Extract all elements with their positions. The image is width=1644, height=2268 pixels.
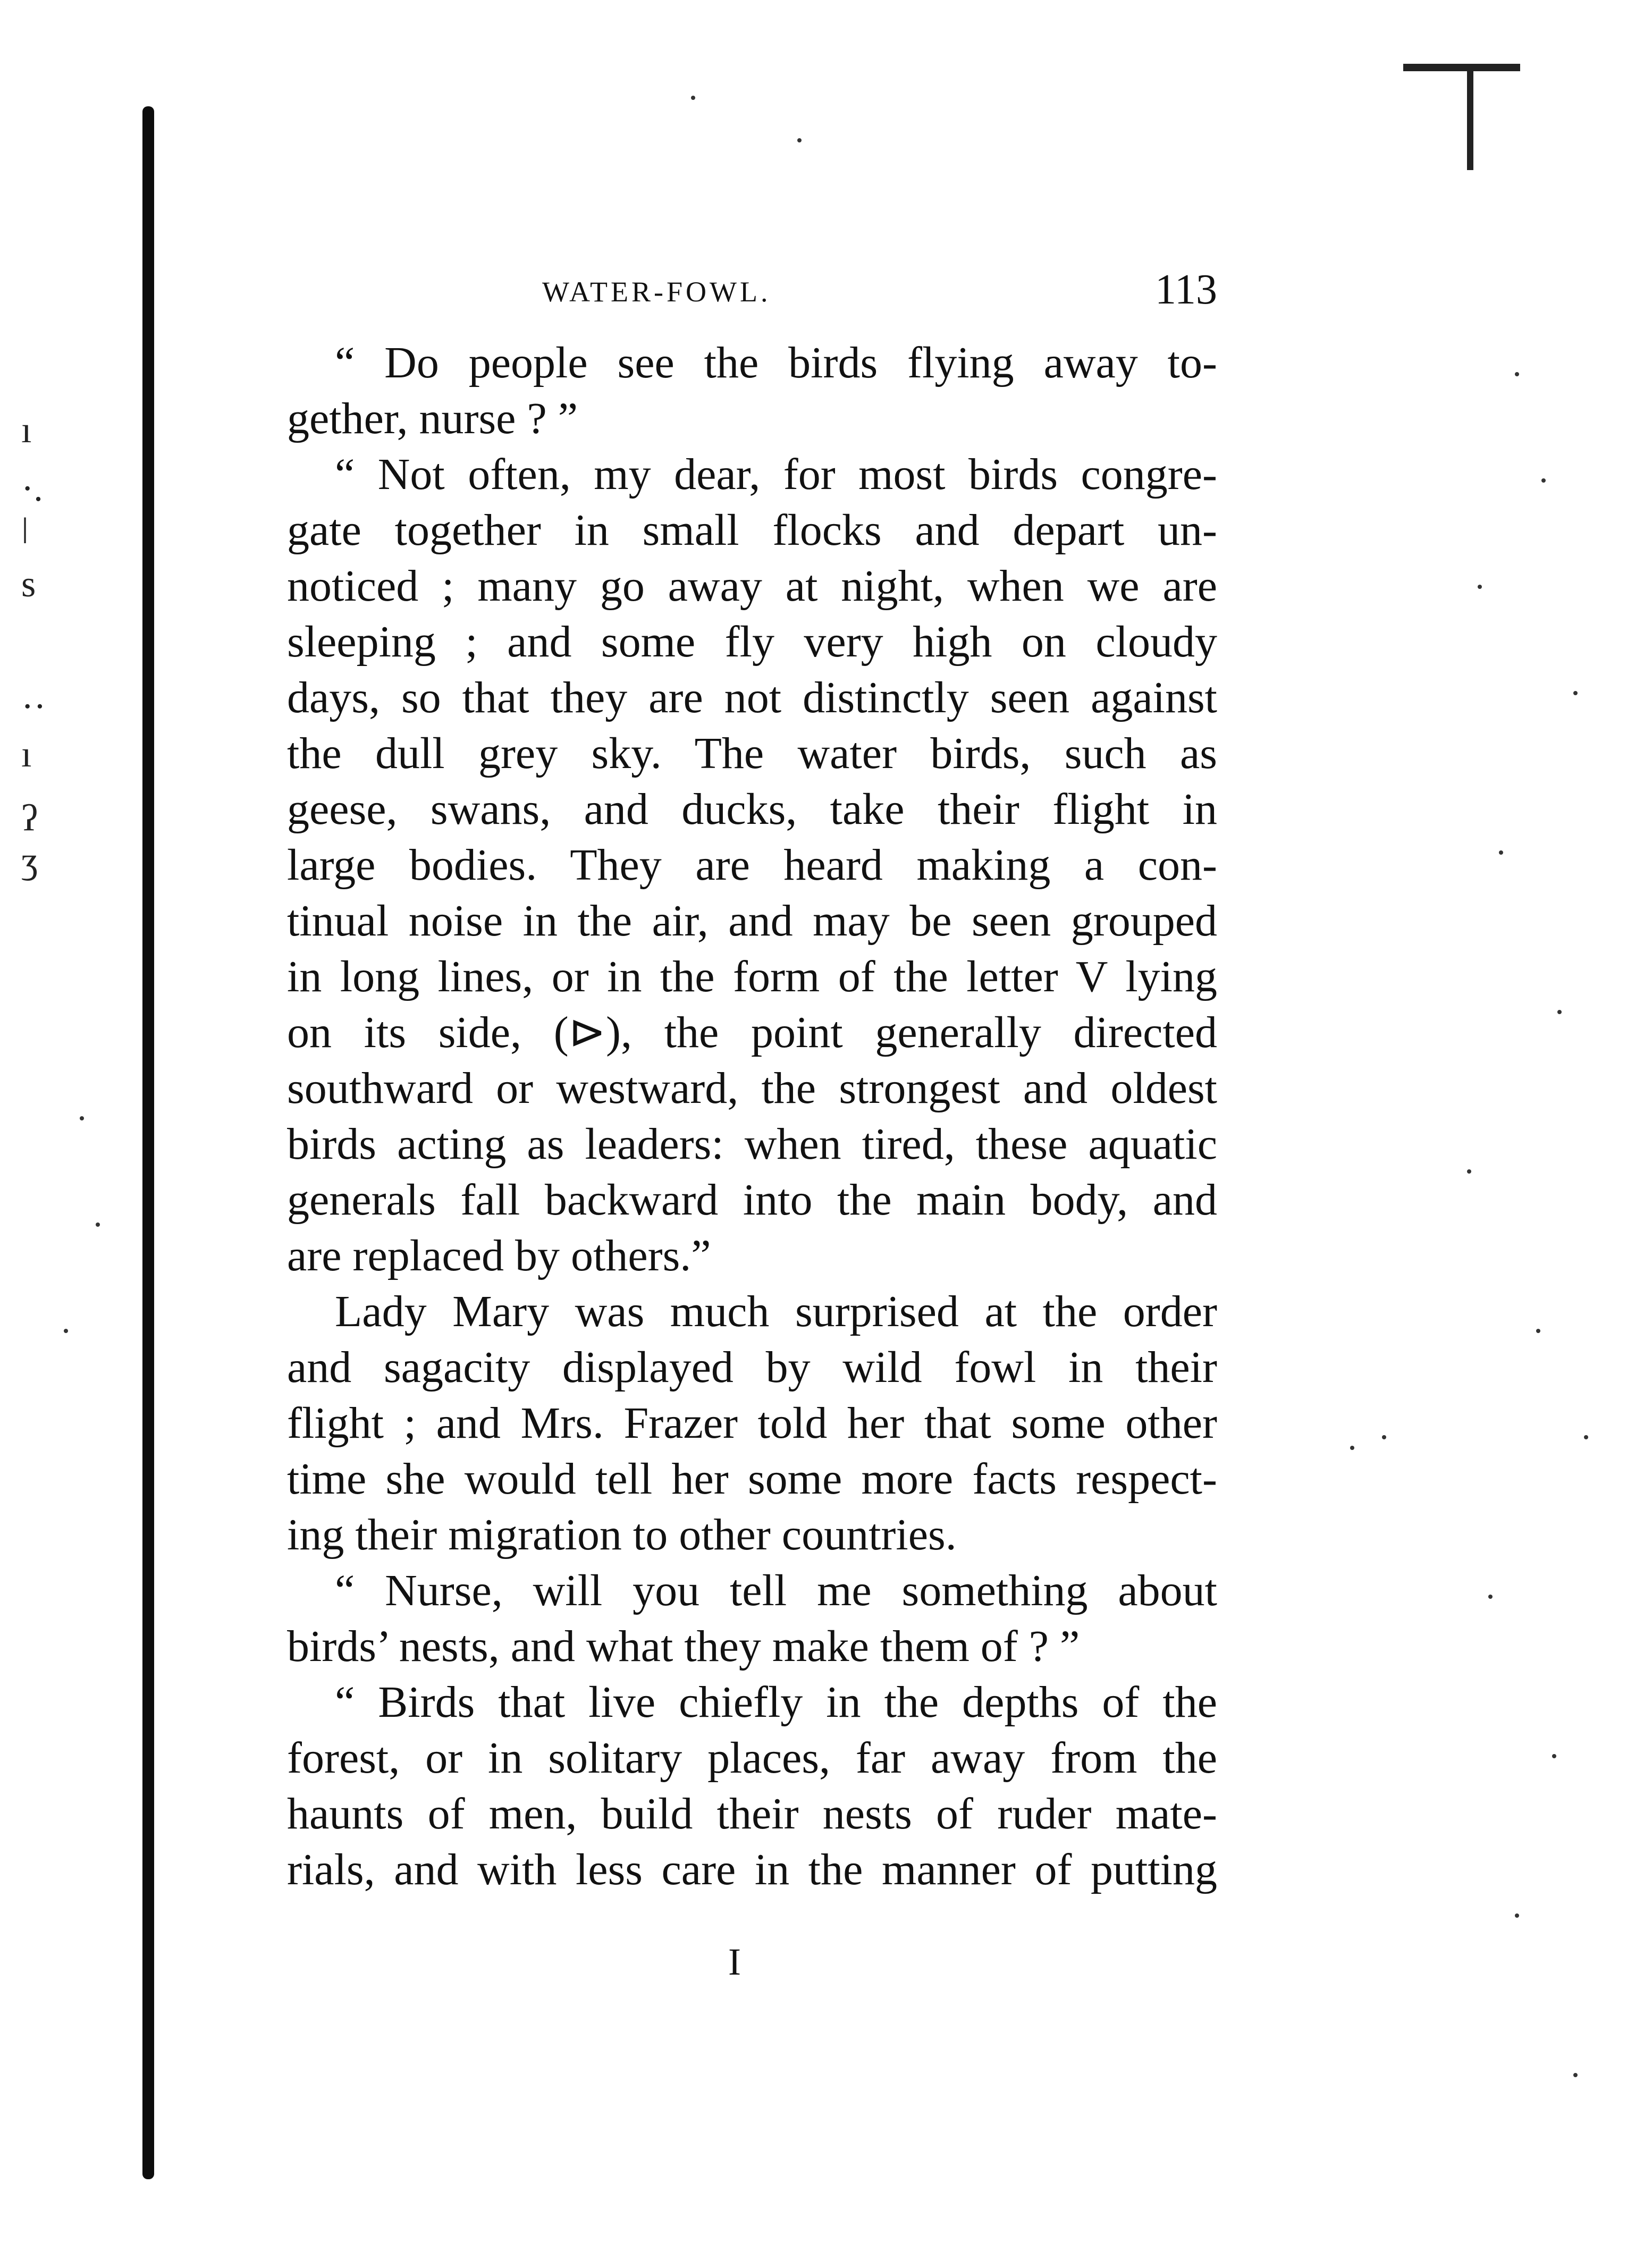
paper-speck xyxy=(1552,1754,1556,1758)
bleed-glyph: ı xyxy=(21,734,32,775)
paper-speck xyxy=(80,1116,84,1120)
text-line: on its side, (⊳), the point generally directed xyxy=(287,1008,1217,1057)
bleed-glyph: ǀ xyxy=(21,511,29,552)
text-line: ing their migration to other countries. xyxy=(287,1510,957,1559)
text-line: sleeping ; and some fly very high on cloudy xyxy=(287,617,1217,667)
text-line: large bodies. They are heard making a con- xyxy=(287,840,1217,890)
bleed-glyph: ı xyxy=(21,410,32,451)
text-line: southward or westward, the strongest and oldest xyxy=(287,1064,1217,1113)
text-line: birds’ nests, and what they make them of ? ” xyxy=(287,1622,1080,1671)
paper-speck xyxy=(96,1222,100,1227)
text-line: are replaced by others.” xyxy=(287,1231,711,1280)
text-line: gether, nurse ? ” xyxy=(287,394,578,443)
paper-speck xyxy=(1573,2073,1578,2077)
paper-speck xyxy=(1573,691,1578,695)
bleed-glyph: ʔ xyxy=(21,798,38,839)
paper-speck xyxy=(1541,478,1546,483)
paper-speck xyxy=(1467,1169,1471,1174)
paper-speck xyxy=(797,138,802,142)
text-line: haunts of men, build their nests of ruder mate- xyxy=(287,1789,1217,1839)
paper-speck xyxy=(691,96,695,100)
paper-speck xyxy=(1515,372,1519,376)
paper-speck xyxy=(1557,1010,1562,1014)
text-line: “ Not often, my dear, for most birds congre- xyxy=(335,450,1217,499)
text-line: noticed ; many go away at night, when we are xyxy=(287,561,1217,611)
page-header xyxy=(287,266,1217,314)
text-line: “ Do people see the birds flying away to- xyxy=(335,338,1217,387)
body-text xyxy=(287,335,1217,1898)
text-line: gate together in small flocks and depart un- xyxy=(287,505,1217,555)
text-line: in long lines, or in the form of the letter V lying xyxy=(287,952,1217,1001)
bleed-glyph: s xyxy=(21,564,36,605)
paper-speck xyxy=(1478,585,1482,589)
text-line: generals fall backward into the main body, and xyxy=(287,1175,1217,1225)
paper-speck xyxy=(1584,1435,1588,1439)
edge-mark-horizontal xyxy=(1403,64,1520,71)
paper-speck xyxy=(1515,1913,1519,1918)
text-line: Lady Mary was much surprised at the order xyxy=(335,1287,1217,1336)
signature-mark: I xyxy=(728,1941,741,1983)
text-line: and sagacity displayed by wild fowl in their xyxy=(287,1343,1217,1392)
text-line: days, so that they are not distinctly seen against xyxy=(287,673,1217,722)
text-line: birds acting as leaders: when tired, these aquatic xyxy=(287,1119,1217,1169)
text-line: geese, swans, and ducks, take their flight in xyxy=(287,785,1217,834)
bleed-glyph: ·· xyxy=(21,686,46,727)
text-line: rials, and with less care in the manner of putting xyxy=(287,1845,1217,1894)
text-line: tinual noise in the air, and may be seen grouped xyxy=(287,896,1217,946)
paper-speck xyxy=(1382,1435,1386,1439)
text-line: “ Nurse, will you tell me something about xyxy=(335,1566,1217,1615)
running-title: WATER-FOWL. xyxy=(542,276,771,308)
paper-speck xyxy=(1499,850,1503,855)
text-line: time she would tell her some more facts respect- xyxy=(287,1454,1217,1504)
paper-speck xyxy=(1536,1329,1540,1333)
bleed-glyph: ʒ xyxy=(21,840,38,881)
bleed-glyph: ·. xyxy=(21,468,43,509)
text-line: forest, or in solitary places, far away from the xyxy=(287,1733,1217,1783)
text-line: the dull grey sky. The water birds, such as xyxy=(287,729,1217,778)
text-line: “ Birds that live chiefly in the depths of the xyxy=(335,1677,1217,1727)
page-number: 113 xyxy=(1154,266,1217,313)
paper-speck xyxy=(1350,1446,1354,1450)
paper-speck xyxy=(1488,1595,1493,1599)
text-line: flight ; and Mrs. Frazer told her that some other xyxy=(287,1398,1217,1448)
binding-gutter-line xyxy=(142,106,154,2179)
paper-speck xyxy=(64,1329,68,1333)
edge-mark-vertical xyxy=(1467,64,1473,170)
